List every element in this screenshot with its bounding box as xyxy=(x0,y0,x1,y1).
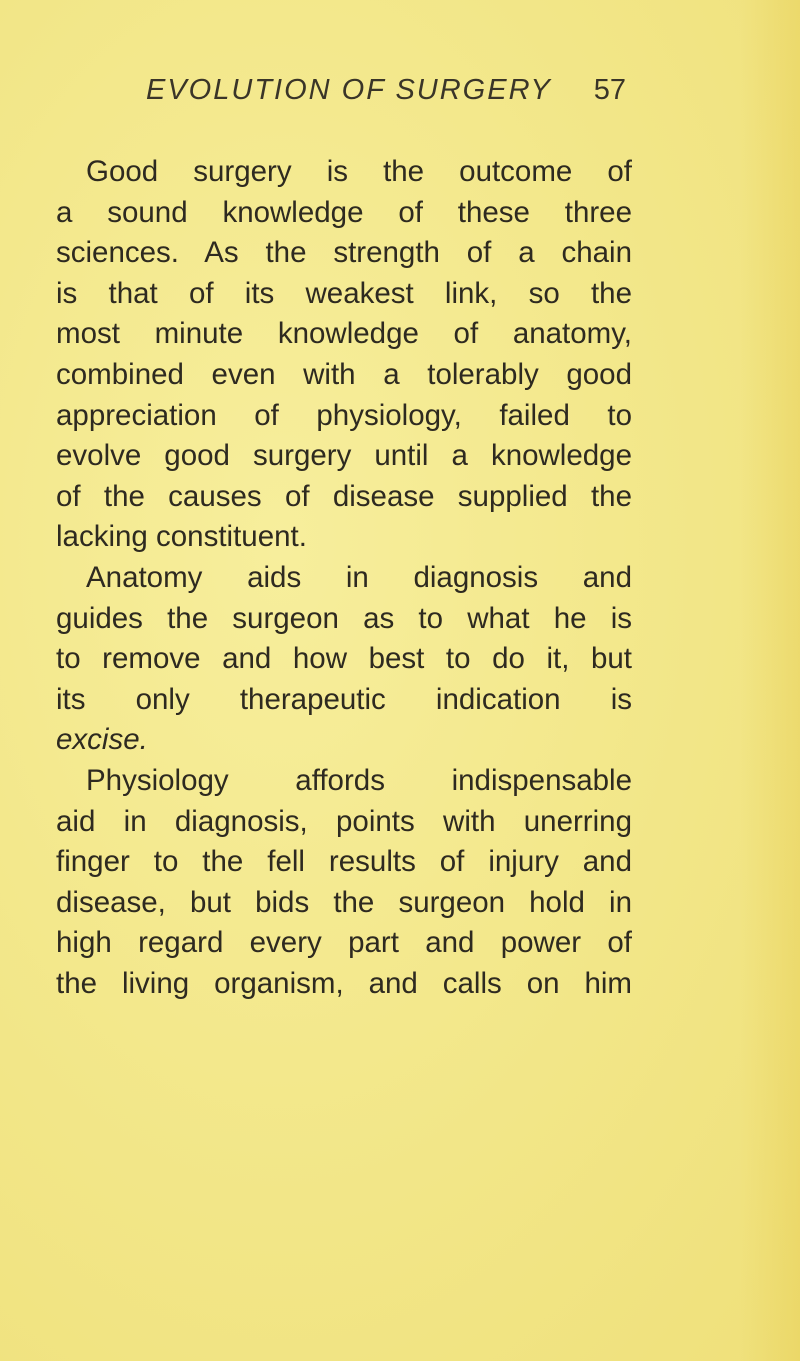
text-line: Physiology affords indispensable xyxy=(86,763,632,797)
text-line: sciences. As the strength of a chain xyxy=(56,236,632,270)
text-line: Good surgery is the outcome of xyxy=(86,155,632,188)
text-line: finger to the fell results of injury and xyxy=(56,845,632,879)
text-line: combined even with a tolerably good xyxy=(56,357,632,391)
running-header xyxy=(146,74,626,114)
text-line: most minute knowledge of anatomy, xyxy=(56,317,632,351)
text-line: the living organism, and calls on him xyxy=(56,966,632,1000)
text-line: a sound knowledge of these three xyxy=(56,195,632,229)
text-line: its only therapeutic indication is xyxy=(56,682,632,716)
text-line: disease, but bids the surgeon hold in xyxy=(56,885,632,919)
text-line: is that of its weakest link, so the xyxy=(56,276,632,310)
text-line: appreciation of physiology, failed to xyxy=(56,398,632,432)
text-line: high regard every part and power of xyxy=(56,926,632,960)
text-line: to remove and how best to do it, but xyxy=(56,642,632,676)
text-line: evolve good surgery until a knowledge xyxy=(56,439,632,473)
text-line: Anatomy aids in diagnosis and xyxy=(86,560,632,594)
text-line: lacking constituent. xyxy=(56,520,307,554)
text-line: aid in diagnosis, points with unerring xyxy=(56,804,632,838)
body-text xyxy=(56,152,632,1004)
text-line: of the causes of disease supplied the xyxy=(56,479,632,513)
page-number: 57 xyxy=(593,74,626,106)
text-line-italic: excise. xyxy=(56,723,148,757)
running-title: EVOLUTION OF SURGERY xyxy=(146,74,552,106)
text-line: guides the surgeon as to what he is xyxy=(56,601,632,635)
